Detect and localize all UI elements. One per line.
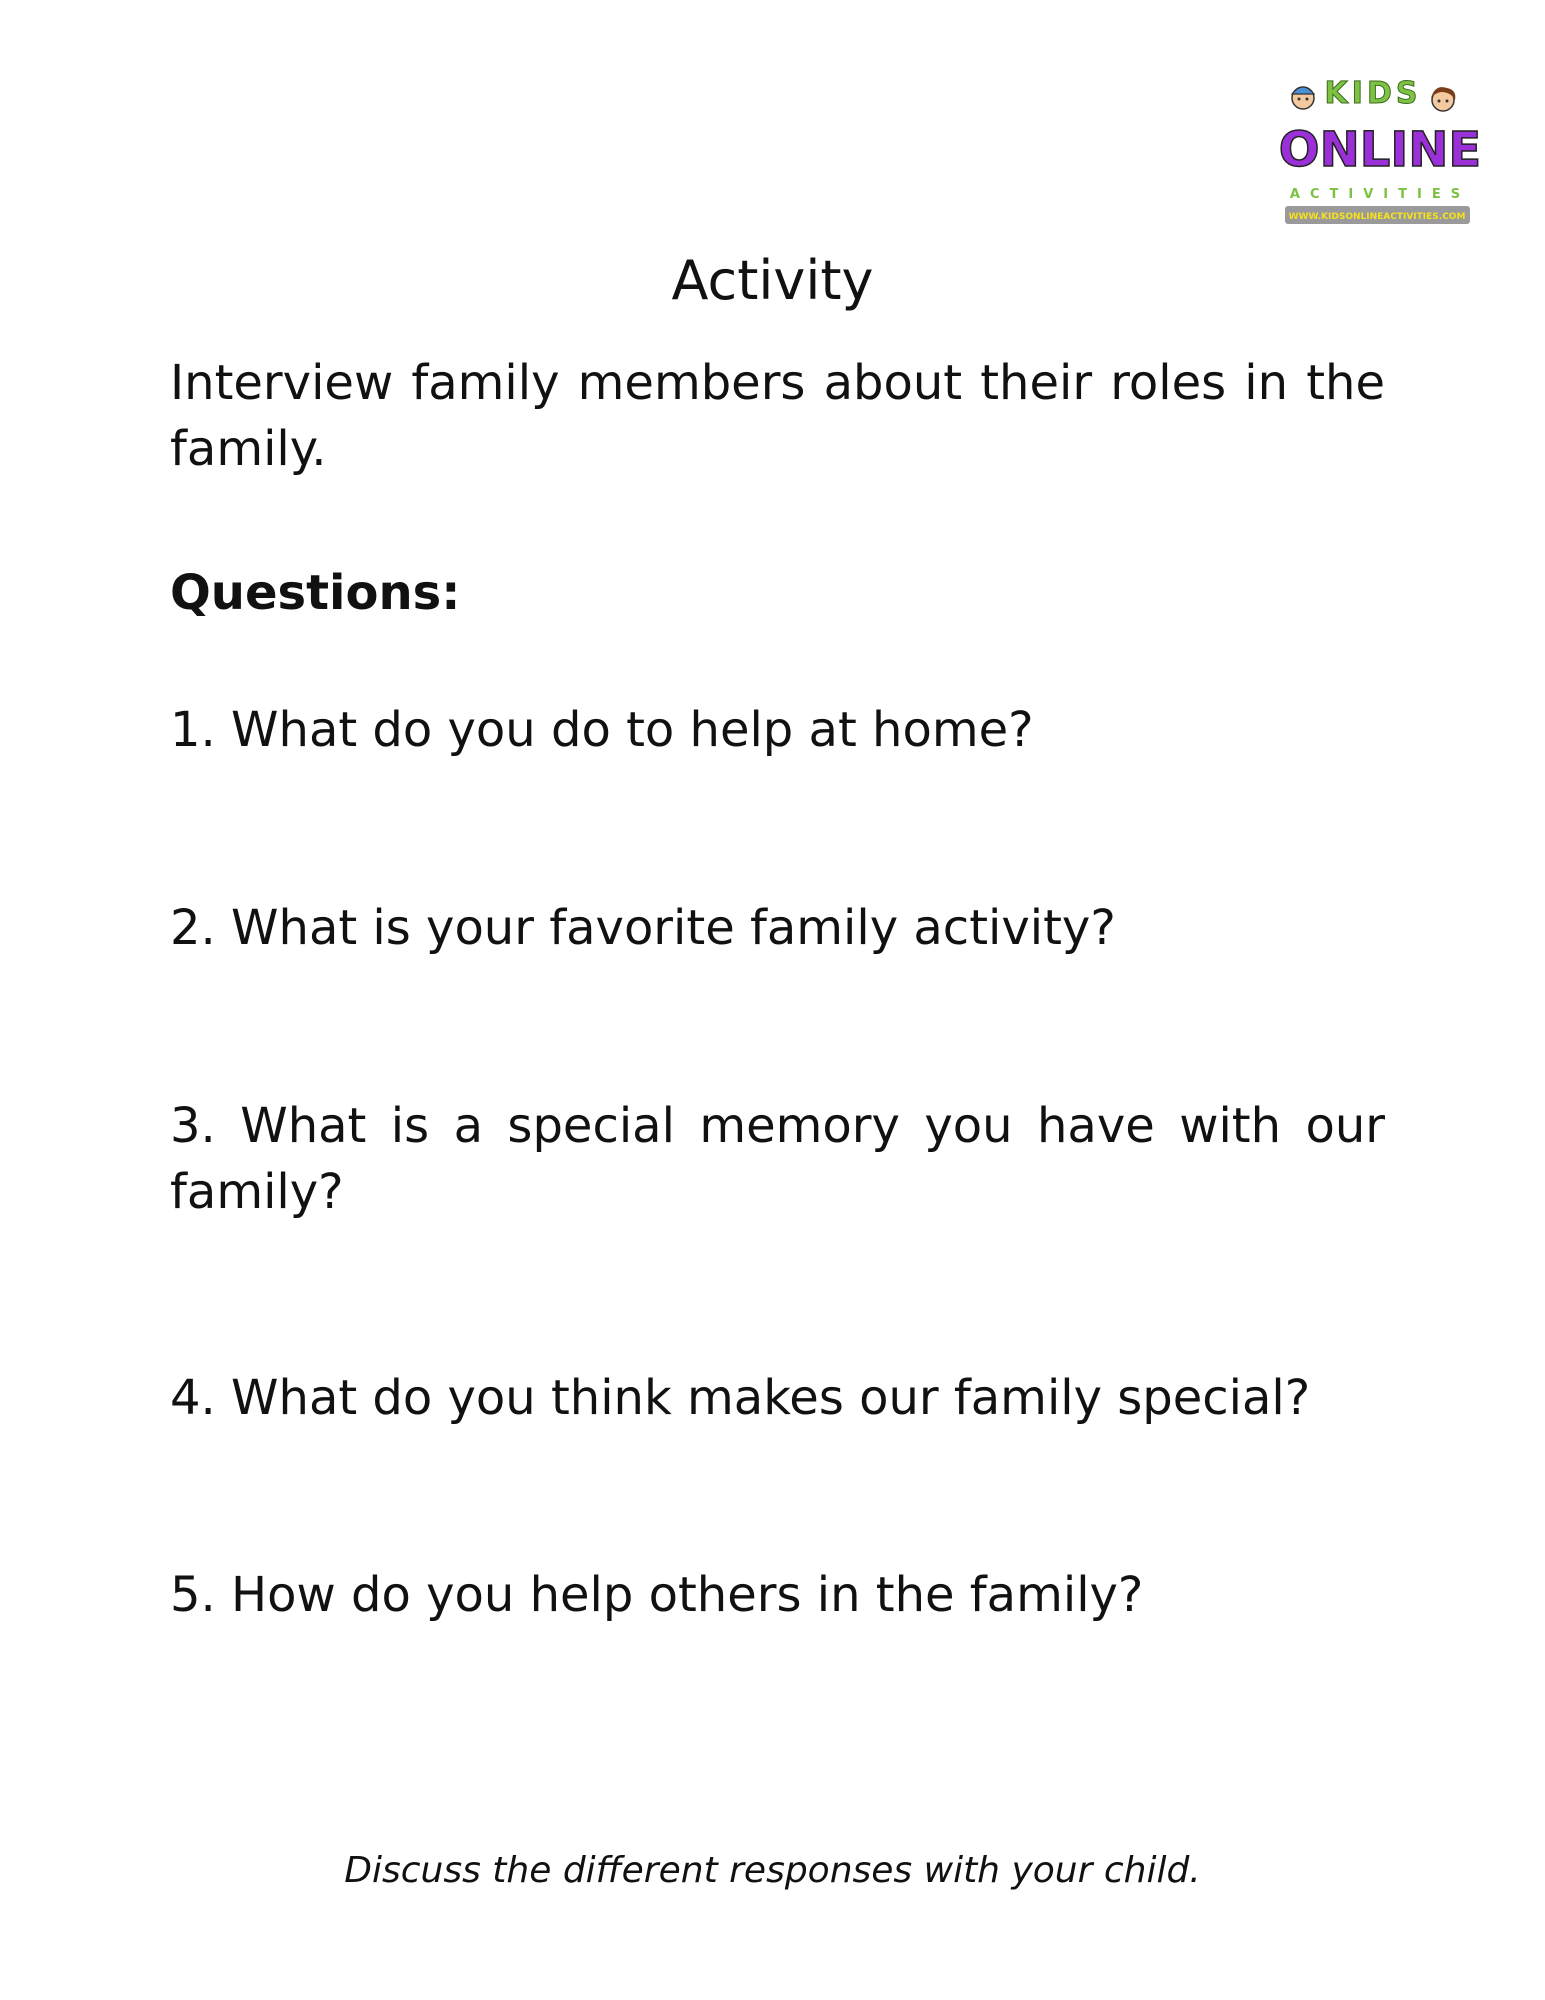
question-5: 5. How do you help others in the family? bbox=[170, 1567, 1144, 1623]
question-1: 1. What do you do to help at home? bbox=[170, 702, 1034, 758]
girl-face-icon bbox=[1431, 87, 1455, 111]
question-3: 3. What is a special memory you have with our family? bbox=[170, 1098, 1385, 1220]
logo-activities-text: ACTIVITIES bbox=[1289, 187, 1471, 202]
logo-kids-text: KIDS bbox=[1324, 76, 1422, 111]
page-title: Activity bbox=[671, 249, 874, 312]
question-2: 2. What is your favorite family activity? bbox=[170, 900, 1116, 956]
intro-instruction: Interview family members about their roles in the family. bbox=[170, 355, 1385, 477]
questions-heading: Questions: bbox=[170, 565, 461, 621]
boy-face-icon bbox=[1292, 87, 1314, 109]
question-4: 4. What do you think makes our family special? bbox=[170, 1370, 1311, 1426]
footer-note: Discuss the different responses with your child. bbox=[344, 1850, 1201, 1891]
logo-online-text: ONLINE bbox=[1278, 122, 1482, 178]
logo-url-text: WWW.KIDSONLINEACTIVITIES.COM bbox=[1288, 212, 1466, 222]
kids-online-activities-logo bbox=[1265, 66, 1495, 236]
